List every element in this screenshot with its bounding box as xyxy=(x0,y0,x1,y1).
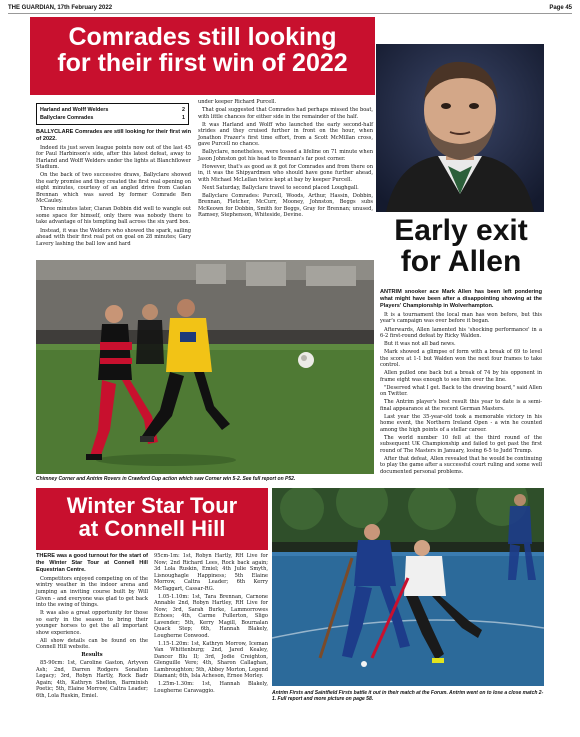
allen-paragraph: But it was not all bad news. xyxy=(384,341,456,348)
comrades-paragraph: It was Harland and Wolff who launched the early second-half strides and they cruised further in front on the hour, when Jonathon Frazer's first time effort, from a Scott McMillan cross, gave Purcell no chance. xyxy=(198,121,373,148)
results-subhead: Results xyxy=(81,652,103,659)
hockey-photo xyxy=(272,488,544,686)
winter-column-1 xyxy=(36,553,148,731)
winter-results: 85-90cm: 1st, Caroline Gaston, Artyven Ash; 2nd, Darren Rodgers Sonalten Legacy; 3rd, Robyn Hartly, Rock Badr Again; 4th, Kathryn Shelton, Barminish Poetic; 5th, Elaine Morrow, Caltra Leader; 6th, Lola Ruskin, Emiel. xyxy=(36,660,148,699)
winter-results: 95cm-1m: 1st, Robyn Hartly, RH Live for Now; 2nd Richard Lees, Rock back again; 3d Lola Ruskin, Emiel; 4th Julie Smyth, Lisnoughagle Happiness; 5th Elaine Morrow, Caltra Leader; 6th Kerry McTaggart, Cassar-RG. xyxy=(154,553,268,592)
winter-column-2 xyxy=(154,553,268,731)
winter-results: 1.15-1.20m: 1st, Kathryn Morrow, Iceman Van Whittenburg; 2nd, Jared Kealey, Dancer Blu II; 3rd, Jodie Creighton, Glenguille Vere; 4th, Sharon Callaghan, Lambroughton; 5th, Abbey Morton, Legend Diamant; 6th, Isla Acheson, Ernee Morley. xyxy=(154,640,268,680)
page-header xyxy=(8,2,572,14)
page-number: Page 45 xyxy=(549,4,572,11)
winter-headline: Winter Star Tour at Connell Hill xyxy=(36,488,268,550)
score-box xyxy=(36,103,189,125)
winter-results: 1.05-1.10m: 1st, Tara Brennan, Carnone Annable 2nd, Robyn Hartley, RH Live for Now; 3rd, Sarah Burke, Lammorrowes Echoes; 4th, Carme Fullerton, Sligo Lavender; 5th, Kerry Magill, Bournalan Quack Step; 6th, Hannah Blakely, Lougherne Conwood. xyxy=(154,593,268,639)
winter-paragraph: Competitors enjoyed competing on of the wintry weather in the indoor arena and jumping an inviting course built by Will Given – and everyone was glad to get back into the swing of things. xyxy=(36,575,148,609)
comrades-paragraph: Ballyclare, nonetheless, were tossed a lifeline on 71 minute when Jason Johnston got his head to Brennan's far post corner. xyxy=(198,149,373,162)
comrades-paragraph: Instead, it was the Welders who showed the spark, sailing ahead with their first real pot on goal on 28 minutes; Gary Lavery lashing the ball low and hard xyxy=(36,227,191,247)
comrades-column-2 xyxy=(198,99,373,255)
comrades-paragraph: However, that's as good as it got for Comrades and from there on in, it was the Shipyardmen who should have gone further ahead, with Michael McLellan twice kept at bay by keeper Purcell. xyxy=(198,163,373,183)
allen-paragraph: Mark showed a glimpse of form with a break of 69 to level the score at 1-1 but Walden won the next four frames to take control. xyxy=(380,349,542,369)
allen-paragraph: Allen pulled one back but a break of 74 by his opponent in frame eight was enough to see him over the line. xyxy=(380,370,542,383)
masthead-date: THE GUARDIAN, 17th February 2022 xyxy=(8,4,113,11)
allen-paragraph: The Antrim player's best result this year to date is a semi-final appearance at the recent German Masters. xyxy=(380,399,542,412)
allen-paragraph: Afterwards, Allen lamented his 'shocking performance' in a 6-2 first-round defeat by Ricky Walden. xyxy=(380,326,542,340)
winter-lead: THERE was a good turnout for the start of the Winter Star Tour at Connell Hill Equestrian Centre. xyxy=(36,553,148,574)
hockey-photo-caption: Antrim Firsts and Saintfield Firsts battle it out in their match at the Forum. Antrim went on to lose a close match 2-1. Full report and more picture on page 58. xyxy=(272,690,544,703)
comrades-headline: Comrades still looking for their first win of 2022 xyxy=(30,17,375,95)
allen-paragraph: The world number 10 fell at the third round of the subsequent UK Championship and failed to get past the first round of The Masters in January, losing 6-5 to Judd Trump. xyxy=(380,434,542,454)
score-row-home: Harland and Wolff Welders 2 xyxy=(40,107,185,113)
mark-allen-photo xyxy=(376,44,544,212)
comrades-paragraph: Three minutes later, Ciaran Dobbin did well to wangle out some space for himself, only there was nobody there to take advantage of his tempting ball across the six yard box. xyxy=(36,206,191,226)
football-photo xyxy=(36,260,374,474)
comrades-team-list: Ballyclare Comrades: Purcell, Woods, Arthur, Hassin, Dobbin, Brennan, Fletcher, McCurr, Mooney, Johnston, Beggs subs McKeown for Dobbin, Smith for Beggs, Gray for Brennan; unused, Ramsey, Stephenson, Whiteside, Devine. xyxy=(198,192,373,219)
comrades-paragraph: On the back of two successive draws, Ballyclare showed the early promise and they created the first real opening on eight minutes, courtesy of an angled drive from Caolan Brennan which was saved by former Comrade Ben McCauley. xyxy=(36,172,191,205)
winter-paragraph: All show details can be found on the Connell Hill website. xyxy=(36,637,148,651)
comrades-column-1 xyxy=(36,129,191,255)
allen-paragraph: After that defeat, Allen revealed that he would be continuing to play the game after a successful court ruling and some well documented personal problems. xyxy=(380,455,542,475)
winter-paragraph: It was also a great opportunity for those so early in the season to bring their younger horses to get the all important show experience. xyxy=(36,610,148,636)
comrades-lead: BALLYCLARE Comrades are still looking for their first win of 2022. xyxy=(36,129,191,143)
winter-results: 1.25m-1.30m: 1st, Hannah Blakely, Lougherne Caravaggio. xyxy=(154,681,268,694)
allen-lead: ANTRIM snooker ace Mark Allen has been left pondering what might have been after a disappointing showing at the Players' Championship in Wolverhampton. xyxy=(380,289,542,310)
comrades-paragraph: That goal suggested that Comrades had perhaps missed the boat, with little chances for either side in the remainder of the half. xyxy=(198,107,373,120)
allen-headline: Early exit for Allen xyxy=(394,214,528,278)
football-photo-caption: Chimney Corner and Antrim Rovers in Crawford Cup action which saw Corner win 5-2. See full report on P52. xyxy=(36,476,296,482)
comrades-paragraph: Indeed its just seven league points now out of the last 45 for Paul Harbinson's side, after this latest defeat, away to Harland and Wolff Welders under the lights at Blanchflower Stadium. xyxy=(36,144,191,171)
comrades-paragraph: Next Saturday, Ballyclare travel to second placed Loughgall. xyxy=(202,184,359,191)
allen-paragraph: "Deserved what I get. Back to the drawing board," said Allen on Twitter. xyxy=(380,384,542,398)
score-row-away: Ballyclare Comrades 1 xyxy=(40,115,185,122)
allen-article xyxy=(380,289,542,477)
allen-paragraph: Last year the 35-year-old took a memorable victory in his home event, the Northern Ireland Open - a win he counted among the high points of a stellar career. xyxy=(380,413,542,433)
allen-paragraph: It is a tournament the local man has won before, but this year's campaign was over before it began. xyxy=(380,311,542,325)
comrades-paragraph: under keeper Richard Purcell. xyxy=(198,99,277,105)
